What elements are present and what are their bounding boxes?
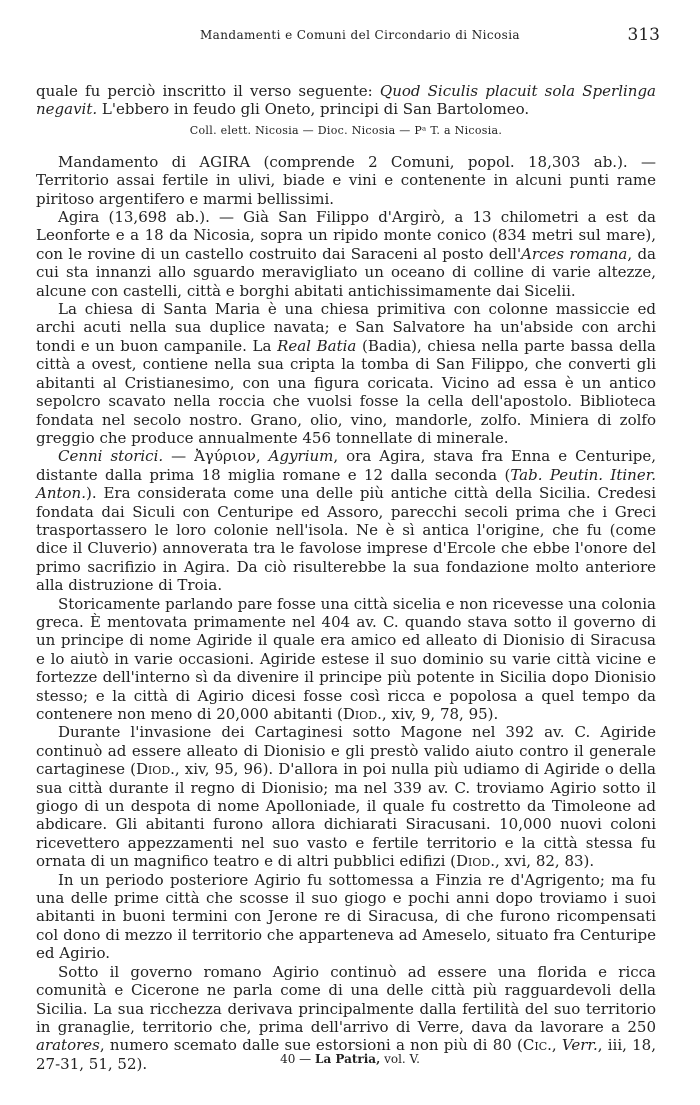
storicamente-paragraph [36,595,656,724]
citation-diod: Diod. [342,705,382,723]
footer-dash: — [295,1052,315,1066]
citation-diod: Diod. [456,852,496,871]
agira-text-2: , da cui sta innanzi allo sguardo meravigliato un oceano di colline di varie altezze, alcune con castelli, città e borghi abitati antichissimamente dai Sicelii. [36,244,656,300]
page-number: 313 [627,25,660,45]
signature-number: 40 [280,1052,296,1066]
cenni-italic: Agyrium [268,447,334,466]
agira-text: (13,698 ab.). — Già San Filippo d'Argirò, a 13 chilometri a est da Leonforte e a 18 da Nicosia, sopra un ripido monte conico (834 metri sul mare), con le rovine di un castello costruito dai Saraceni al posto dell' [36,208,656,263]
churches-text-2: (Badia), chiesa nella parte bassa della città a ovest, contiene nella sua cripta la tomba di San Filippo, che converti gli abitanti al Cristianesimo, con una figura coricata. Vicino ad essa è un antico sepolcro scavato nella roccia che vuolsi fosse la cella dell'apostolo. Biblioteca fondata nel secolo nostro. Grano, olio, vino, mandorle, zolfo. Miniera di zolfo greggio che produce annualmente 456 tonnellate di minerale. [36,336,656,447]
publication-title: La Patria, [315,1052,381,1066]
churches-paragraph [36,300,656,447]
cenni-heading: Cenni storici. [58,447,164,466]
durante-text-2: , xiv, 95, 96). D'allora in poi nulla più udiamo di Agiride o della sua città durante il regno di Dionisio; ma nel 339 av. C. troviamo Agirio sotto il giogo di un despota di nome Apolloniade, il quale fu costretto da Timoleone ad abdicare. Gli abitanti furono allora dichiarati Siracusani. 10,000 nuovi coloni ricevettero appezzamenti nel suo vasto e fertile territorio e la città stessa fu ornata di un magnifico teatro e di altri pubblici edifizi ( [36,760,656,871]
intro-text-2: L'ebbero in feudo gli Oneto, principi di San Bartolomeo. [97,100,530,119]
intro-paragraph [36,82,656,119]
volume-label: vol. V. [380,1052,420,1066]
mandamento-paragraph [36,153,656,208]
governo-text-2: , numero scemato dalle sue estorsioni a non più di 80 ( [99,1036,523,1055]
periodo-paragraph: In un periodo posteriore Agirio fu sottomessa a Finzia re d'Agrigento; ma fu una delle prime città che scosse il suo giogo e pochi anni dopo troviamo i suoi abitanti in buoni termini con Jerone re di Siracusa, di che furono ricompensati col dono di mezzo il territorio che apparteneva ad Ameselo, situato fra Centuripe ed Agirio. [36,870,656,963]
agira-paragraph [36,208,656,300]
durante-text-3: , xvi, 82, 83). [495,852,595,871]
citation-diod: Diod. [135,760,175,779]
governo-text-3: , [551,1036,562,1055]
agira-heading: Agira [58,208,100,227]
cenni-italic-2: Tab. Peutin. Itiner. Anton. [36,465,656,503]
intro-text: quale fu perciò inscritto il verso seguente: [36,82,380,100]
page-footer [0,1052,700,1066]
governo-text-4: , iii, 18, 27-31, 51, 52). [36,1036,656,1073]
mandamento-text: (comprende 2 Comuni, popol. 18,303 ab.). — Territorio assai fertile in ulivi, biade e vini e contenente in alcuni punti rame piritoso argentifero e marmi bellissimi. [36,152,656,208]
governo-text: Sotto il governo romano Agirio continuò ad essere una florida e ricca comunità e Cicerone ne parla come di una delle città più ragguardevoli della Sicilia. La sua ricchezza derivava principalmente dalla fertilità del suo territorio in granaglie, territorio che, prima dell'arrivo di Verre, dava da lavorare a 250 [36,962,656,1036]
latin-motto: Quod Siculis placuit sola Sperlinga negavit. [36,82,656,119]
storicamente-text-2: , xiv, 9, 78, 95). [381,705,499,723]
citation-cic: Cic. [522,1036,552,1055]
agira-italic: Arces romana [521,244,628,263]
durante-text: Durante l'invasione dei Cartaginesi sotto Magone nel 392 av. C. Agiride continuò ad essere alleato di Dionisio e gli prestò valido aiuto contro il generale cartaginese ( [36,723,656,779]
electoral-reference: Coll. elett. Nicosia — Dioc. Nicosia — Pᵃ T. a Nicosia. [189,123,503,137]
churches-italic: Real Batia [277,336,357,355]
mandamento-heading: Mandamento di AGIRA [58,152,251,171]
body-text [36,82,656,1073]
governo-italic-2: Verr. [561,1036,598,1055]
storicamente-text: Storicamente parlando pare fosse una città sicelia e non ricevesse una colonia greca. È mentovata primamente nel 404 av. C. quando stava sotto il governo di un principe di nome Agiride il quale era amico ed alleato di Dionisio di Siracusa e lo aiutò in varie occasioni. Agiride estese il suo dominio su varie città vicine e fortezze dell'interno sì da divenire il principe più potente in Sicilia dopo Dionisio stesso; e la città di Agirio dicesi fosse così ricca e popolosa a quel tempo da contenere non meno di 20,000 abitanti ( [36,594,656,723]
running-title: Mandamenti e Comuni del Circondario di Nicosia [200,28,520,42]
durante-paragraph [36,723,656,870]
running-header [60,25,660,52]
governo-italic: aratores [36,1036,100,1055]
cenni-text: — Ἀγύριον, [163,447,269,466]
cenni-text-3: ). Era considerata come una delle più antiche città della Sicilia. Credesi fondata dai Siculi con Centuripe ed Assoro, parecchi secoli prima che i Greci trasportassero le loro colonie nell'isola. Ne è sì antica l'origine, che fu (come dice il Cluverio) annoverata tra le favolose imprese d'Ercole che ebbe l'onore del primo sacrifizio in Agira. Da ciò risulterebbe la sua fondazione molto anteriore alla distruzione di Troia. [36,484,656,595]
churches-text: La chiesa di Santa Maria è una chiesa primitiva con colonne massiccie ed archi acuti nella sua duplice navata; e San Salvatore ha un'abside con archi tondi e un buon campanile. La [36,300,656,355]
cenni-text-2: , ora Agira, stava fra Enna e Centuripe, distante dalla prima 18 miglia romane e 12 dalla seconda ( [36,447,656,484]
cenni-paragraph [36,447,656,594]
